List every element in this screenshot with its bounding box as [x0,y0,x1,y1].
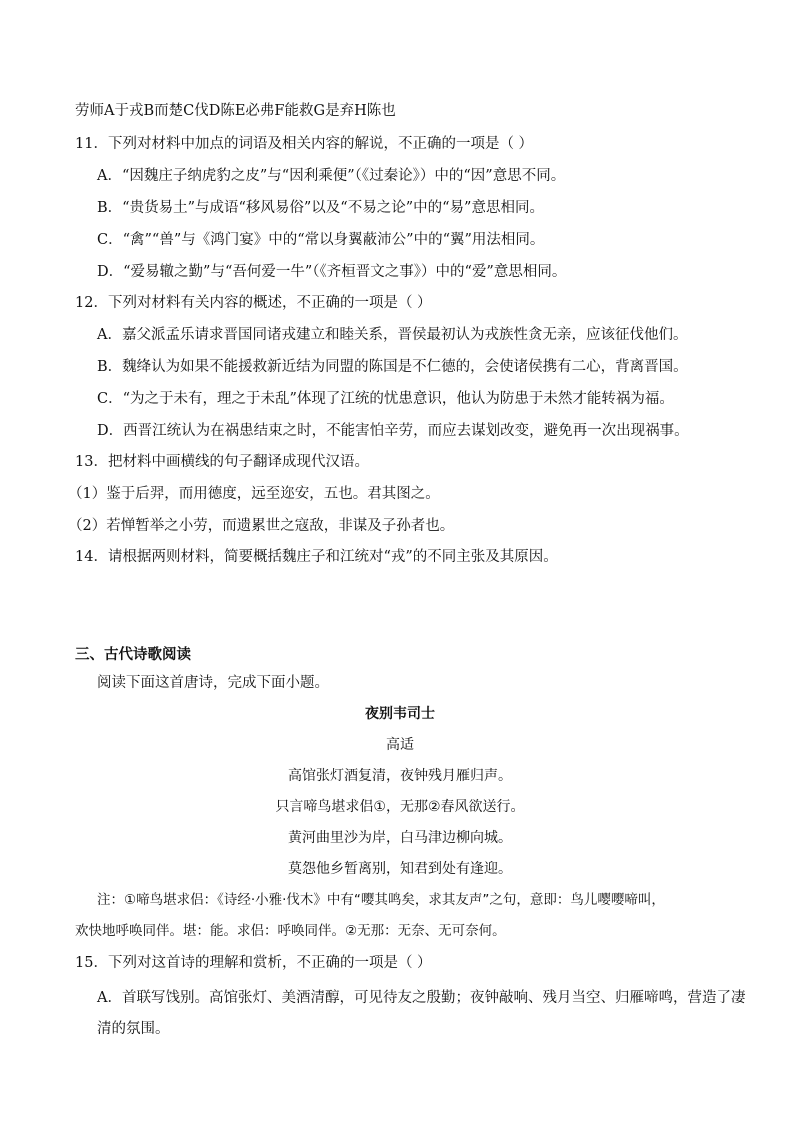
question-15-option-a-line-2: 清的氛围。 [97,1021,170,1037]
poem-note-line-1: 注：①啼鸟堪求侣：《诗经·小雅·伐木》中有“嘤其鸣矣，求其友声”之句，意即：鸟儿嘤嘤啼叫， [97,892,665,908]
passage-line: 劳师A于戎B而楚C伐D陈E必弗F能救G是弃H陈也 [75,103,396,119]
section-3-intro: 阅读下面这首唐诗，完成下面小题。 [97,675,329,691]
poem-line-1: 高馆张灯酒复清，夜钟残月雁归声。 [288,768,512,784]
question-12-option-c: C．“为之于未有，理之于未乱”体现了江统的忧患意识，他认为防患于未然才能转祸为福。 [97,391,674,407]
question-11-option-a: A．“因魏庄子纳虎豹之皮”与“因利乘便”（《过秦论》）中的“因”意思不同。 [97,168,566,184]
question-13-stem: 13．把材料中画横线的句子翻译成现代汉语。 [75,454,369,470]
question-12-option-a: A．嘉父派孟乐请求晋国同诸戎建立和睦关系，晋侯最初认为戎族性贪无亲，应该征伐他们。 [97,327,688,343]
poem-note-line-2: 欢快地呼唤同伴。堪：能。求侣：呼唤同伴。②无那：无奈、无可奈何。 [75,923,506,939]
question-11-option-d: D．“爱易辙之勤”与“吾何爱一牛”（《齐桓晋文之事》）中的“爱”意思相同。 [97,264,567,280]
question-15-option-a-line-1: A．首联写饯别。高馆张灯、美酒清醇，可见待友之殷勤；夜钟敲响、残月当空、归雁啼鸣，营造了凄 [97,990,746,1006]
question-12-option-d: D．西晋江统认为在祸患结束之时，不能害怕辛劳，而应去谋划改变，避免再一次出现祸事。 [97,423,689,439]
question-14-stem: 14．请根据两则材料，简要概括魏庄子和江统对“戎”的不同主张及其原因。 [75,549,558,565]
section-3-title: 三、古代诗歌阅读 [75,646,191,663]
poem-line-2: 只言啼鸟堪求侣①，无那②春风欲送行。 [275,799,525,815]
question-13-item-2: （2）若惮暂举之小劳，而遗累世之寇敌，非谋及子孙者也。 [68,518,455,534]
poem-title: 夜别韦司士 [365,706,435,722]
poem-line-4: 莫怨他乡暂离别，知君到处有逢迎。 [288,861,512,877]
question-11-stem: 11．下列对材料中加点的词语及相关内容的解说，不正确的一项是（ ） [75,136,534,152]
question-12-option-b: B．魏绛认为如果不能援救新近结为同盟的陈国是不仁德的，会使诸侯携有二心，背离晋国。 [97,359,688,375]
question-13-item-1: （1）鉴于后羿，而用德度，远至迩安，五也。君其图之。 [68,486,440,502]
question-11-option-c: C．“禽”“兽”与《鸿门宴》中的“常以身翼蔽沛公”中的“翼”用法相同。 [97,232,545,248]
poem-line-3: 黄河曲里沙为岸，白马津边柳向城。 [288,830,512,846]
poem-author: 高适 [386,737,414,753]
question-12-stem: 12．下列对材料有关内容的概述，不正确的一项是（ ） [75,295,432,311]
question-15-stem: 15．下列对这首诗的理解和赏析，不正确的一项是（ ） [75,955,432,971]
question-11-option-b: B．“贵货易土”与成语“移风易俗”以及“不易之论”中的“易”意思相同。 [97,200,544,216]
